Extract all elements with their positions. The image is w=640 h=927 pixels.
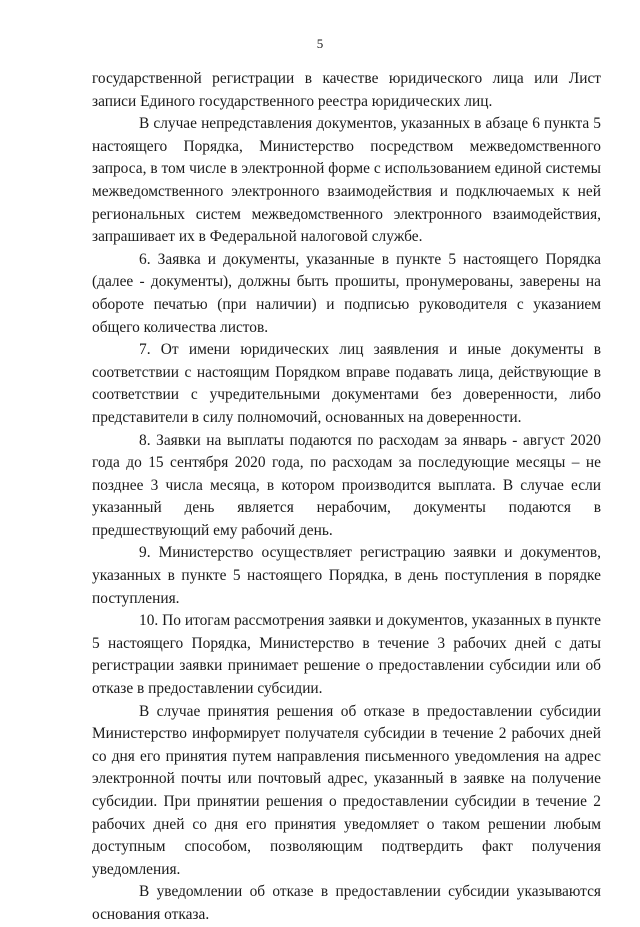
paragraph-item-6: 6. Заявка и документы, указанные в пункте 5 настоящего Порядка (далее - документы), должны быть прошиты, пронумерованы, заверены на обороте печатью (при наличии) и подписью руководителя с указанием общего количества листов.	[92, 250, 601, 336]
paragraph-registration-record: государственной регистрации в качестве юридического лица или Лист записи Единого государственного реестра юридических лиц.	[92, 70, 601, 110]
paragraph-item-9: 9. Министерство осуществляет регистрацию заявки и документов, указанных в пункте 5 настоящего Порядка, в день поступления в порядке поступления.	[92, 544, 601, 607]
paragraph-refusal-notification: В случае принятия решения об отказе в предоставлении субсидии Министерство информирует получателя субсидии в течение 2 рабочих дней со дня его принятия путем направления письменного уведомления на адрес электронной почты или почтовый адрес, указанный в заявке на получение субсидии. При принятии решения о предоставлении субсидии в течение 2 рабочих дней со дня его принятия уведомляет о таком решении любым доступным способом, позволяющим подтвердить факт получения уведомления.	[92, 702, 601, 878]
paragraph-interagency-request: В случае непредставления документов, указанных в абзаце 6 пункта 5 настоящего Порядка, Министерство посредством межведомственного запроса, в том числе в электронной форме с использованием единой системы межведомственного электронного взаимодействия и подключаемых к ней региональных систем межведомственного электронного взаимодействия, запрашивает их в Федеральной налоговой службе.	[92, 115, 601, 246]
paragraph-refusal-grounds: В уведомлении об отказе в предоставлении субсидии указываются основания отказа.	[92, 883, 601, 923]
document-body	[92, 68, 601, 927]
paragraph-item-7: 7. От имени юридических лиц заявления и иные документы в соответствии с настоящим Порядком вправе подавать лица, действующие в соответствии с учредительными документами без доверенности, либо представители в силу полномочий, основанных на доверенности.	[92, 341, 601, 426]
paragraph-item-8: 8. Заявки на выплаты подаются по расходам за январь - август 2020 года до 15 сентября 2020 года, по расходам за последующие месяцы – не позднее 3 числа месяца, в котором производится выплата. В случае если указанный день является нерабочим, документы подаются в предшествующий ему рабочий день.	[92, 431, 601, 539]
page-number: 5	[316, 36, 324, 51]
paragraph-item-10: 10. По итогам рассмотрения заявки и документов, указанных в пункте 5 настоящего Порядка, Министерство в течение 3 рабочих дней с даты регистрации заявки принимает решение о предоставлении субсидии или об отказе в предоставлении субсидии.	[92, 612, 601, 698]
